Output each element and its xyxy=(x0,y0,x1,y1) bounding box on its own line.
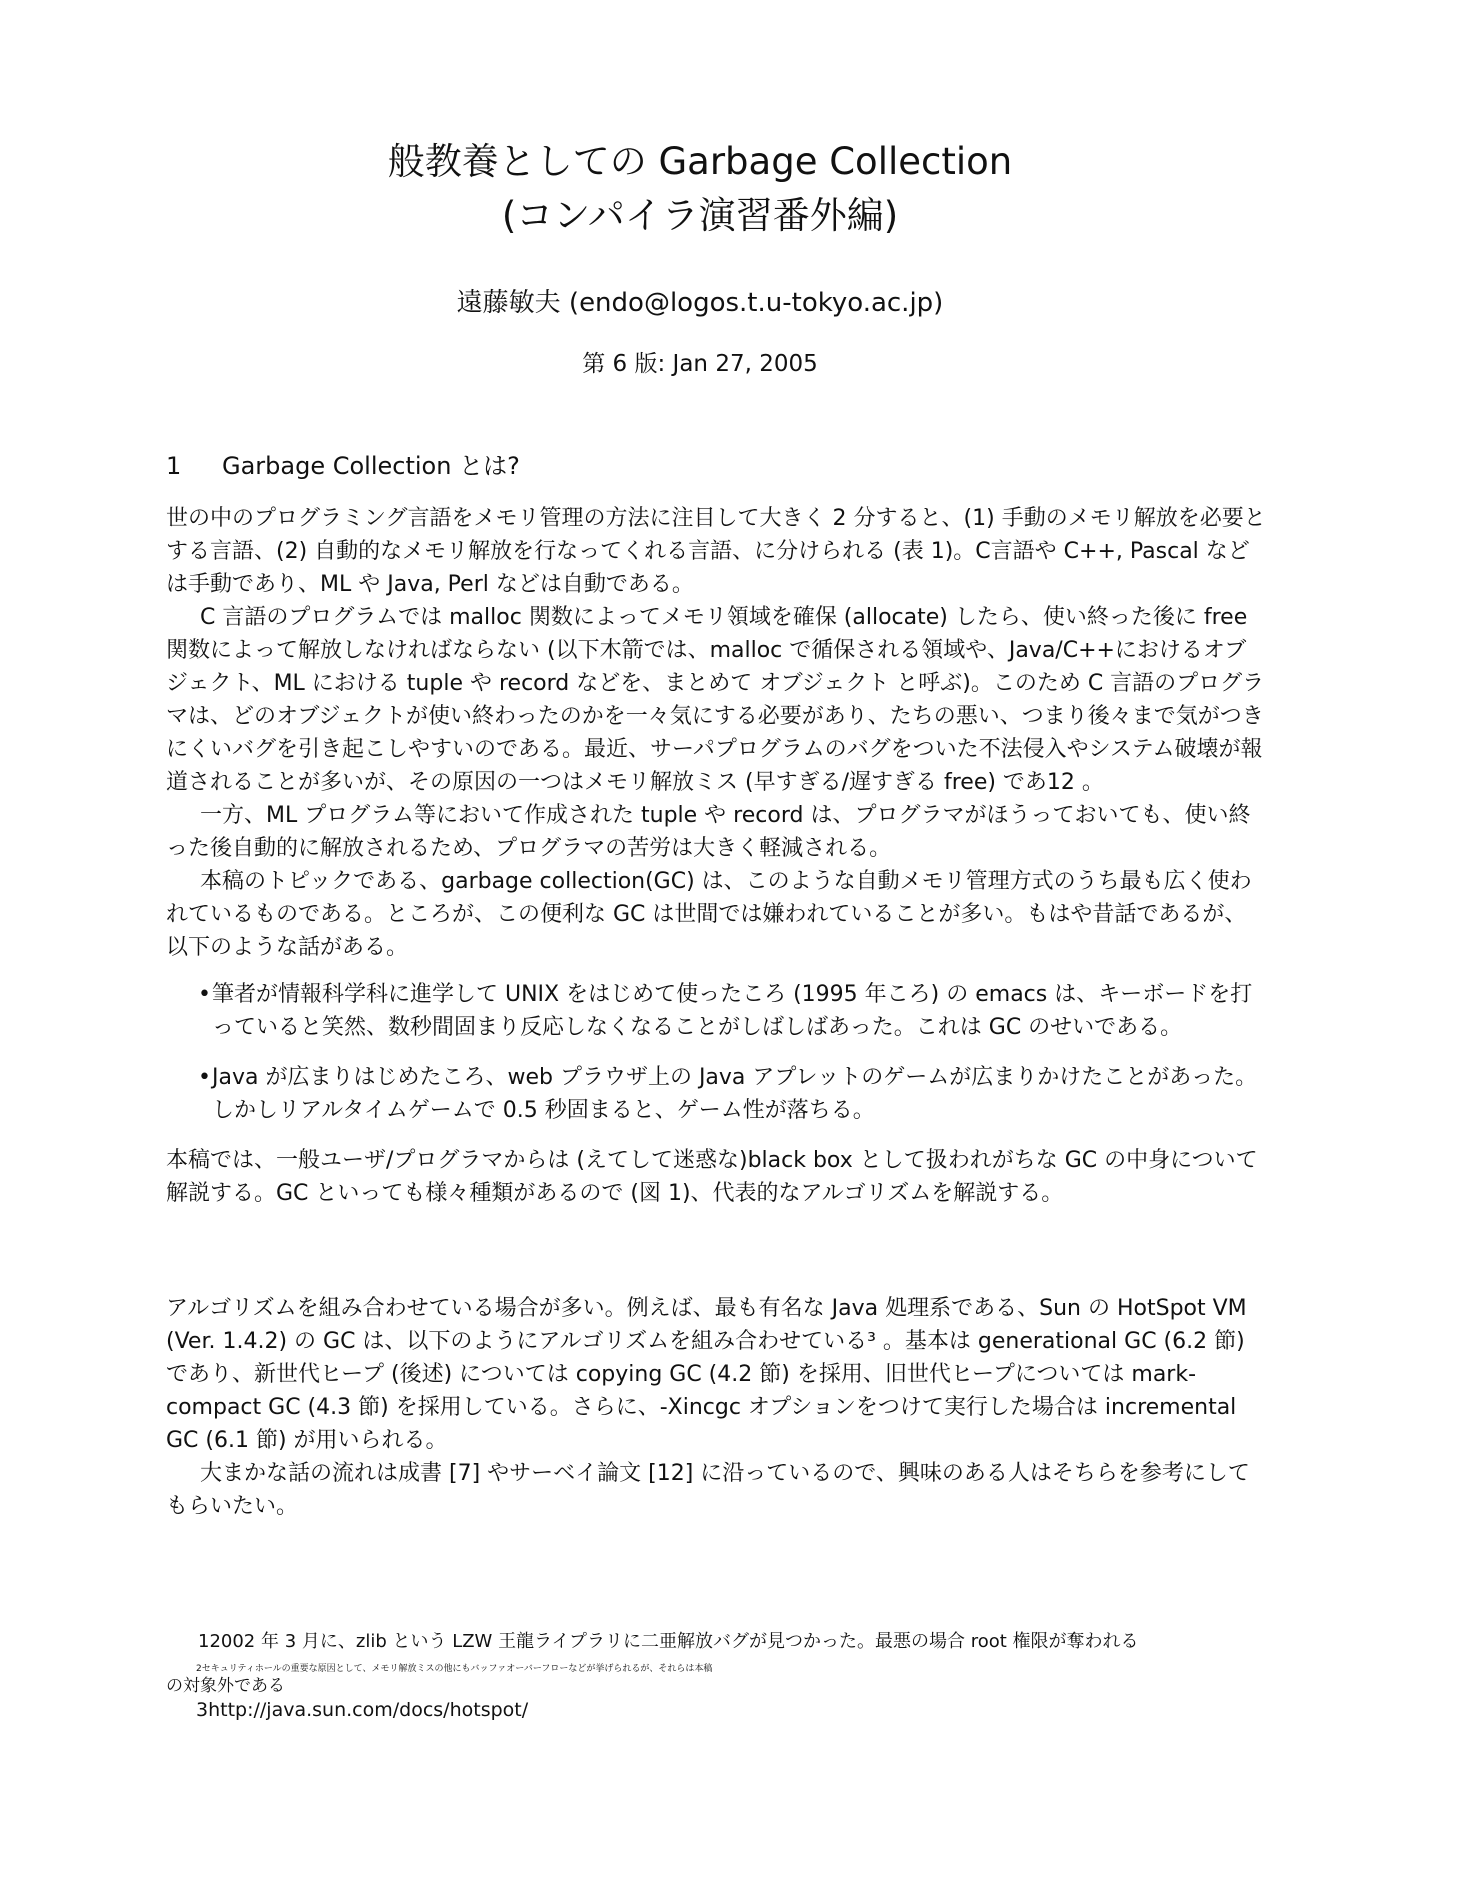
paper-title-line2: (コンパイラ演習番外編) xyxy=(501,194,899,237)
list-item xyxy=(166,978,1266,1044)
paragraph-5: 本稿では、一般ユーザ/プログラマからは (えてして迷惑な)black box として扱われがちな GC の中身について解説する。GC といっても様々種類があるので (図 1)、代表的なアルゴリズムを解説する。 xyxy=(166,1148,1258,1206)
paragraph-6: アルゴリズムを組み合わせている場合が多い。例えば、最も有名な Java 処理系である、Sun の HotSpot VM (Ver. 1.4.2) の GC は、以下のようにアルゴリズムを組み合わせている³ 。基本は generational GC (6.2 節) であり、新世代ヒープ (後述) については copying GC (4.2 節) を採用、旧世代ヒープについては mark-compact GC (4.3 節) を採用している。さらに、-Xincgc オプションをつけて実行した場合は incremental GC (6.1 節) が用いられる。 xyxy=(166,1296,1247,1453)
paragraph-2: C 言語のプログラムでは malloc 関数によってメモリ領域を確保 (allocate) したら、使い終った後に free 関数によって解放しなければならない (以下木箭では、malloc で循保される領域や、Java/C++におけるオブジェクト、ML における tuple や record などを、まとめて オブジェクト と呼ぶ)。このため C 言語のプログラマは、どのオブジェクトが使い終わったのかを一々気にする必要があり、たちの悪い、つまり後々まで気がつきにくいバグを引き起こしやすいのである。最近、サーパプログラムのバグをついた不法侵入やシステム破壊が報道されることが多いが、その原因の一つはメモリ解放ミス (早すぎる/遅すぎる free) であ12 。 xyxy=(166,605,1265,795)
list-item xyxy=(166,1061,1266,1127)
paragraph-7: 大まかな話の流れは成書 [7] やサーベイ論文 [12] に沿っているので、興味のある人はそちらを参考にしてもらいたい。 xyxy=(166,1461,1250,1519)
section-number: 1 xyxy=(166,452,182,480)
bullet-text: Java が広まりはじめたころ、web プラウザ上の Java アプレットのゲームが広まりかけたことがあった。しかしリアルタイムゲームで 0.5 秒固まると、ゲーム性が落ちる。 xyxy=(212,1065,1258,1123)
author-line: 遠藤敏夫 (endo@logos.t.u-tokyo.ac.jp) xyxy=(456,288,944,318)
bullet-mark: • xyxy=(198,982,211,1007)
bullet-list xyxy=(166,978,1266,1127)
footnote-1: 12002 年 3 月に、zlib という LZW 王龍ライプラリに二亜解放バグが見つかった。最悪の場合 root 権限が奪われる xyxy=(198,1631,1139,1652)
body-text-lower xyxy=(166,1292,1266,1523)
paragraph-3: 一方、ML プログラム等において作成された tuple や record は、プログラマがほうっておいても、使い終った後自動的に解放されるため、プログラマの苦労は大きく軽減される。 xyxy=(166,803,1251,861)
footnote-3: 3http://java.sun.com/docs/hotspot/ xyxy=(196,1699,529,1721)
paragraph-4: 本稿のトピックである、garbage collection(GC) は、このような自動メモリ管理方式のうち最も広く使われているものである。ところが、この便利な GC は世間では嫌われていることが多い。もはや昔話であるが、以下のような話がある。 xyxy=(166,869,1252,960)
footnote-2: 2セキュリティホールの重要な原因として、メモリ解放ミスの他にもバッファオーバーフローなどが挙げられるが、それらは本稿 xyxy=(196,1664,713,1674)
body-text-upper xyxy=(166,502,1266,1210)
section-title: Garbage Collection とは? xyxy=(222,452,520,480)
paragraph-1: 世の中のプログラミング言語をメモリ管理の方法に注目して大きく 2 分すると、(1) 手動のメモリ解放を必要とする言語、(2) 自動的なメモリ解放を行なってくれる言語、に分けられる (表 1)。C言語や C++, Pascal などは手動であり、ML や Java, Perl などは自動である。 xyxy=(166,506,1266,597)
paper-title-line1: 般教養としての Garbage Collection xyxy=(387,140,1013,183)
bullet-text: 筆者が情報科学科に進学して UNIX をはじめて使ったころ (1995 年ころ) の emacs は、キーボードを打っていると笑然、数秒間固まり反応しなくなることがしばしばあった。これは GC のせいである。 xyxy=(212,982,1253,1040)
version-date: 第 6 版: Jan 27, 2005 xyxy=(582,351,818,377)
section-heading xyxy=(166,446,520,481)
footnote-2-continuation: の対象外である xyxy=(166,1676,285,1696)
bullet-mark: • xyxy=(198,1065,211,1090)
